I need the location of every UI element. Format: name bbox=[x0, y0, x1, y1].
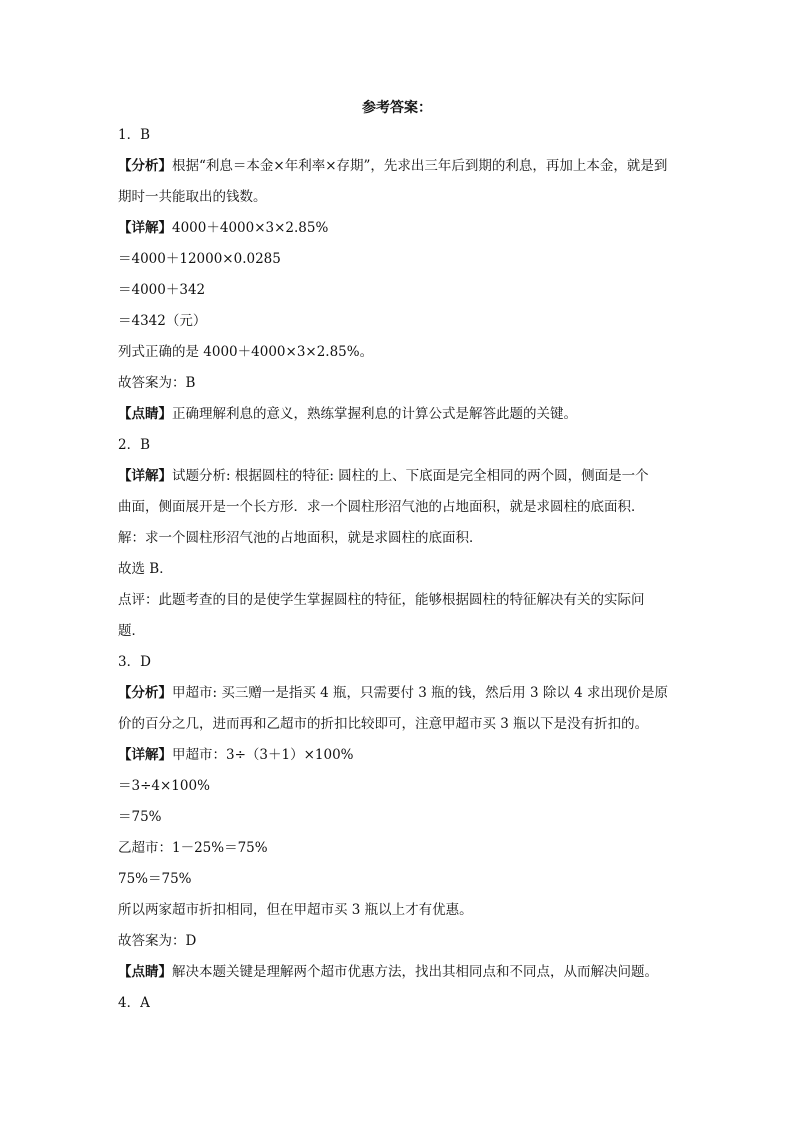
answer-line bbox=[118, 342, 678, 362]
answer-line bbox=[118, 466, 678, 486]
answer-line bbox=[118, 931, 678, 951]
line-text: 甲超市: 买三赠一是指买 4 瓶，只需要付 3 瓶的钱，然后用 3 除以 4 求出现价是原 bbox=[172, 685, 669, 701]
answer-line bbox=[118, 125, 678, 145]
line-text: ＝4342（元） bbox=[118, 313, 207, 329]
line-text: 期时一共能取出的钱数。 bbox=[118, 189, 267, 205]
line-text: 故选 B． bbox=[118, 561, 173, 577]
line-text: 所以两家超市折扣相同，但在甲超市买 3 瓶以上才有优惠。 bbox=[118, 902, 473, 918]
answer-line bbox=[118, 218, 678, 238]
answer-line bbox=[118, 404, 678, 424]
line-text: 故答案为：B bbox=[118, 375, 196, 391]
line-text: 解决本题关键是理解两个超市优惠方法，找出其相同点和不同点，从而解决问题。 bbox=[172, 964, 658, 980]
answer-line bbox=[118, 962, 678, 982]
line-text: 根据“利息＝本金×年利率×存期”，先求出三年后到期的利息，再加上本金，就是到 bbox=[172, 158, 668, 174]
answer-line bbox=[118, 156, 678, 176]
answer-line bbox=[118, 187, 678, 207]
line-text: 甲超市：3÷（3＋1）×100% bbox=[172, 747, 354, 763]
answer-line bbox=[118, 838, 678, 858]
answer-line bbox=[118, 869, 678, 889]
line-text: 4000＋4000×3×2.85% bbox=[172, 220, 329, 236]
answer-line bbox=[118, 621, 678, 641]
section-tag: 【点睛】 bbox=[118, 964, 172, 980]
answer-line bbox=[118, 900, 678, 920]
section-tag: 【点睛】 bbox=[118, 406, 172, 422]
line-text: 乙超市：1－25%＝75% bbox=[118, 840, 268, 856]
line-text: 价的百分之几，进而再和乙超市的折扣比较即可，注意甲超市买 3 瓶以下是没有折扣的。 bbox=[118, 716, 649, 732]
line-text: 3．D bbox=[118, 654, 151, 670]
answer-line bbox=[118, 807, 678, 827]
section-tag: 【详解】 bbox=[118, 220, 172, 236]
answer-line bbox=[118, 528, 678, 548]
line-text: ＝4000＋12000×0.0285 bbox=[118, 251, 281, 267]
section-tag: 【分析】 bbox=[118, 685, 172, 701]
line-text: 解：求一个圆柱形沼气池的占地面积，就是求圆柱的底面积． bbox=[118, 530, 483, 546]
answer-line bbox=[118, 373, 678, 393]
line-text: ＝3÷4×100% bbox=[118, 778, 210, 794]
answer-line bbox=[118, 683, 678, 703]
line-text: 试题分析: 根据圆柱的特征: 圆柱的上、下底面是完全相同的两个圆，侧面是一个 bbox=[172, 468, 649, 484]
line-text: ＝4000＋342 bbox=[118, 282, 206, 298]
answer-line bbox=[118, 280, 678, 300]
answer-line bbox=[118, 559, 678, 579]
line-text: 曲面，侧面展开是一个长方形．求一个圆柱形沼气池的占地面积，就是求圆柱的底面积． bbox=[118, 499, 645, 515]
section-tag: 【详解】 bbox=[118, 468, 172, 484]
line-text: 1．B bbox=[118, 127, 151, 143]
line-text: 故答案为：D bbox=[118, 933, 197, 949]
page-title: 参考答案： bbox=[362, 100, 432, 116]
answer-line bbox=[118, 993, 678, 1013]
line-text: 正确理解利息的意义，熟练掌握利息的计算公式是解答此题的关键。 bbox=[172, 406, 577, 422]
answer-line bbox=[118, 745, 678, 765]
answer-line bbox=[118, 249, 678, 269]
line-text: ＝75% bbox=[118, 809, 162, 825]
answer-line bbox=[118, 311, 678, 331]
answer-line bbox=[118, 590, 678, 610]
section-tag: 【详解】 bbox=[118, 747, 172, 763]
answer-line bbox=[118, 776, 678, 796]
line-text: 点评：此题考查的目的是使学生掌握圆柱的特征，能够根据圆柱的特征解决有关的实际问 bbox=[118, 592, 645, 608]
answer-line bbox=[118, 714, 678, 734]
line-text: 题． bbox=[118, 623, 145, 639]
line-text: 4．A bbox=[118, 995, 150, 1011]
line-text: 75%＝75% bbox=[118, 871, 192, 887]
answer-line bbox=[118, 652, 678, 672]
line-text: 列式正确的是 4000＋4000×3×2.85%。 bbox=[118, 344, 374, 360]
answer-line bbox=[118, 435, 678, 455]
section-tag: 【分析】 bbox=[118, 158, 172, 174]
answer-line bbox=[118, 497, 678, 517]
line-text: 2．B bbox=[118, 437, 151, 453]
